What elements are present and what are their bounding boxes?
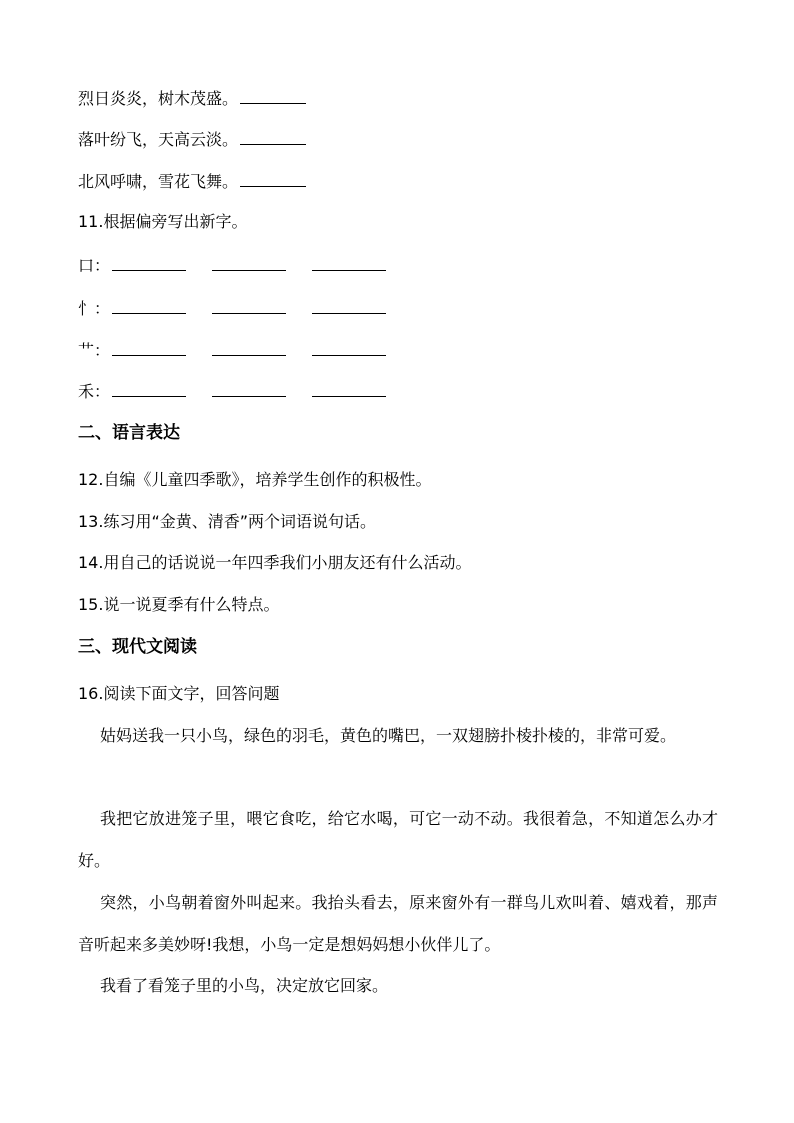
section-3-heading: 三、现代文阅读: [78, 637, 197, 657]
radical-row-heart: [78, 297, 412, 320]
answer-blank[interactable]: [312, 380, 386, 397]
answer-blank[interactable]: [312, 339, 386, 356]
question-12: 12.自编《儿童四季歌》，培养学生创作的积极性。: [78, 470, 432, 489]
passage-paragraph-2: 我把它放进笼子里，喂它食吃，给它水喝，可它一动不动。我很着急，不知道怎么办才好。: [78, 809, 718, 870]
answer-blank[interactable]: [112, 254, 186, 271]
answer-blank[interactable]: [312, 254, 386, 271]
question-15: 15.说一说夏季有什么特点。: [78, 595, 280, 614]
season-item-autumn: [78, 128, 306, 151]
passage-paragraph-1: 姑妈送我一只小鸟，绿色的羽毛，黄色的嘴巴，一双翅膀扑棱扑棱的，非常可爱。: [100, 726, 677, 745]
answer-blank[interactable]: [240, 170, 306, 187]
radical-label: 口：: [78, 256, 111, 275]
question-13: 13.练习用“金黄、清香”两个词语说句话。: [78, 512, 377, 531]
radical-label: 禾：: [78, 382, 111, 401]
radical-row-mouth: [78, 254, 412, 277]
answer-blank[interactable]: [212, 297, 286, 314]
season-item-text: 烈日炎炎，树木茂盛。: [78, 89, 239, 108]
answer-blank[interactable]: [212, 254, 286, 271]
passage-paragraph-3: 突然，小鸟朝着窗外叫起来。我抬头看去，原来窗外有一群鸟儿欢叫着、嬉戏着，那声音听起来多美妙呀!我想，小鸟一定是想妈妈想小伙伴儿了。: [78, 893, 718, 954]
radical-label: 艹：: [78, 341, 111, 360]
answer-blank[interactable]: [240, 128, 306, 145]
season-item-text: 落叶纷飞，天高云淡。: [78, 130, 239, 149]
season-item-summer: [78, 87, 306, 110]
radical-row-grass: [78, 339, 412, 362]
radical-label: 忄：: [78, 299, 111, 318]
question-14: 14.用自己的话说说一年四季我们小朋友还有什么活动。: [78, 553, 472, 572]
answer-blank[interactable]: [112, 380, 186, 397]
answer-blank[interactable]: [312, 297, 386, 314]
answer-blank[interactable]: [112, 297, 186, 314]
question-11-title: 11.根据偏旁写出新字。: [78, 212, 248, 231]
season-item-winter: [78, 170, 306, 193]
answer-blank[interactable]: [240, 87, 306, 104]
answer-blank[interactable]: [212, 380, 286, 397]
question-16-title: 16.阅读下面文字，回答问题: [78, 684, 280, 703]
section-2-heading: 二、语言表达: [78, 423, 180, 443]
passage-paragraph-4: 我看了看笼子里的小鸟，决定放它回家。: [100, 976, 389, 995]
answer-blank[interactable]: [212, 339, 286, 356]
answer-blank[interactable]: [112, 339, 186, 356]
season-item-text: 北风呼啸，雪花飞舞。: [78, 172, 239, 191]
radical-row-grain: [78, 380, 412, 403]
